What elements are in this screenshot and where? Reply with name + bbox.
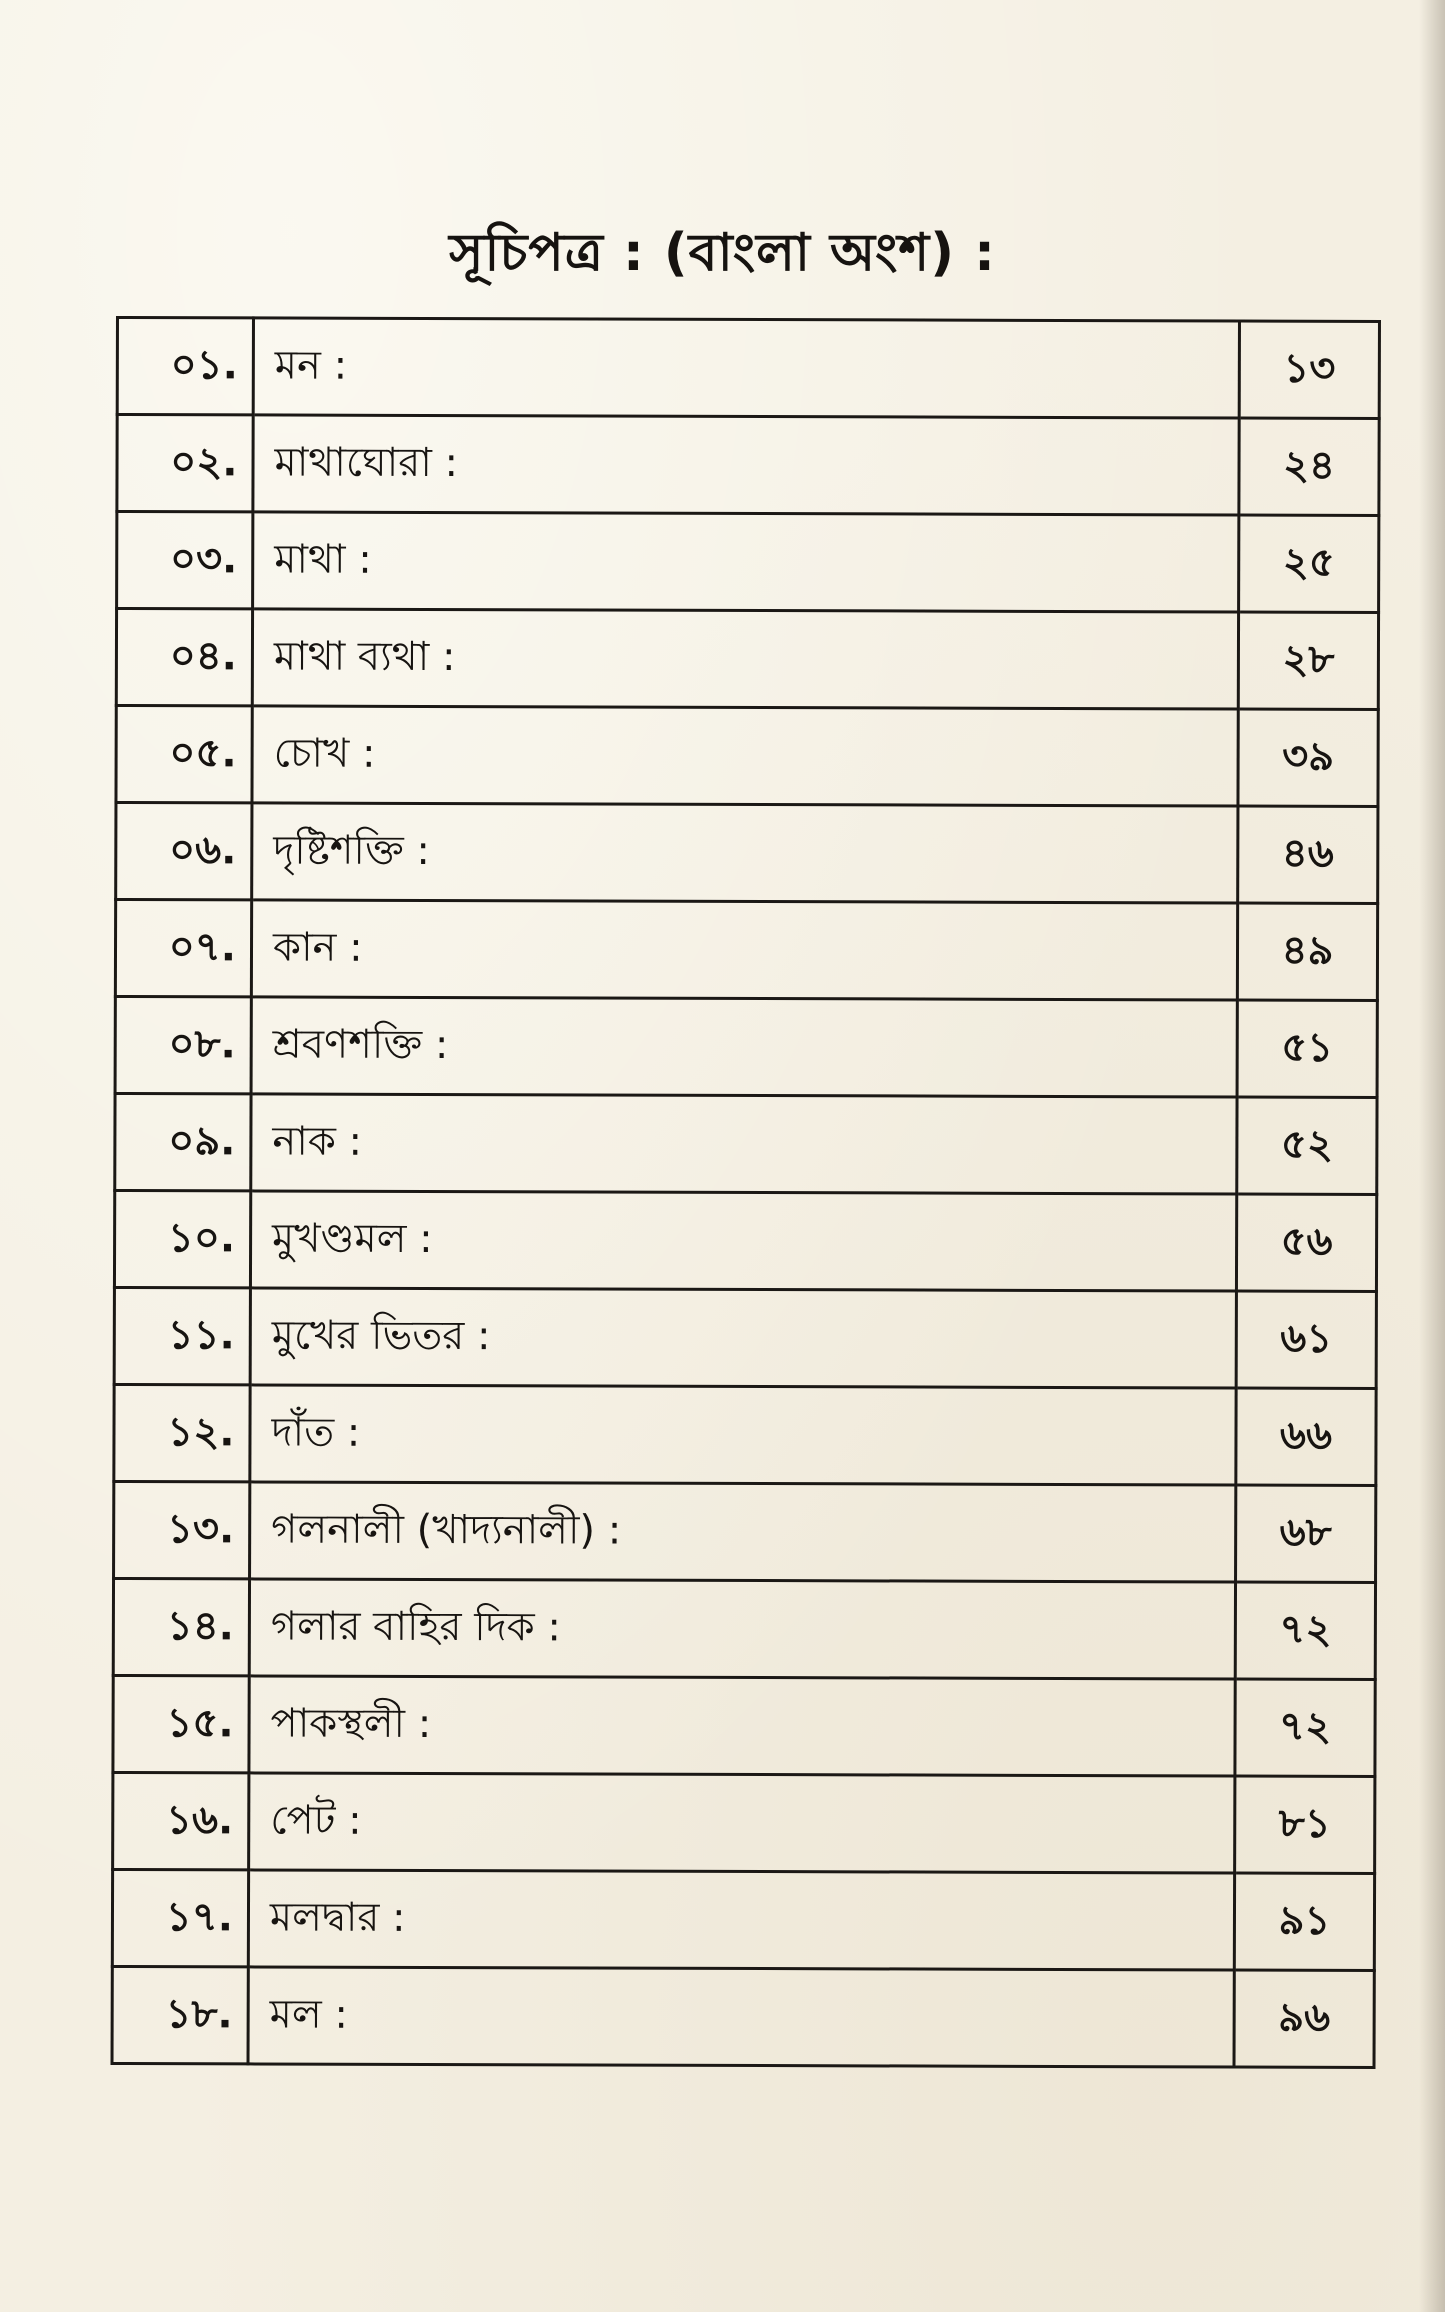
entry-number: ০৯.	[115, 1094, 251, 1191]
entry-page-number: ৬১	[1236, 1291, 1376, 1388]
entry-page-number: ২৮	[1238, 612, 1378, 709]
table-row	[112, 1966, 1374, 2067]
entry-topic: পাকস্থলী :	[249, 1676, 1235, 1776]
entry-topic: গলনালী (খাদ্যনালী) :	[250, 1482, 1236, 1582]
entry-number: ১৫.	[113, 1675, 249, 1772]
table-row	[114, 1191, 1376, 1292]
entry-number: ১৭.	[112, 1869, 248, 1966]
entry-page-number: ৯৬	[1234, 1970, 1374, 2067]
table-of-contents	[111, 316, 1381, 2069]
table-row	[114, 1481, 1376, 1582]
entry-topic: মুখণ্ডমল :	[250, 1191, 1236, 1291]
entry-number: ১৬.	[113, 1772, 249, 1869]
entry-topic: দাঁত :	[250, 1385, 1236, 1485]
entry-page-number: ৬৮	[1236, 1485, 1376, 1582]
table-row	[116, 706, 1378, 807]
table-row	[113, 1578, 1375, 1679]
entry-number: ০৪.	[116, 609, 252, 706]
table-row	[117, 415, 1379, 516]
entry-number: ১০.	[114, 1191, 250, 1288]
table-row	[115, 900, 1377, 1001]
entry-topic: মল :	[248, 1967, 1234, 2067]
entry-page-number: ৭২	[1235, 1679, 1375, 1776]
page-edge-shadow	[1419, 0, 1445, 2312]
table-row	[114, 1287, 1376, 1388]
entry-page-number: ২৫	[1239, 515, 1379, 612]
entry-page-number: ৫২	[1237, 1097, 1377, 1194]
entry-topic: মাথা :	[253, 512, 1239, 612]
entry-topic: মুখের ভিতর :	[250, 1288, 1236, 1388]
table-row	[113, 1772, 1375, 1873]
entry-page-number: ১৩	[1239, 321, 1379, 418]
table-row	[116, 803, 1378, 904]
table-row	[114, 1384, 1376, 1485]
table-row	[117, 512, 1379, 613]
toc-body	[112, 318, 1379, 2068]
entry-page-number: ৭২	[1235, 1582, 1375, 1679]
entry-topic: দৃষ্টিশক্তি :	[252, 803, 1238, 903]
entry-page-number: ৬৬	[1236, 1388, 1376, 1485]
table-row	[112, 1869, 1374, 1970]
entry-number: ০১.	[117, 318, 253, 415]
entry-number: ০২.	[117, 415, 253, 512]
entry-number: ১৮.	[112, 1966, 248, 2063]
table-row	[115, 997, 1377, 1098]
table-row	[115, 1094, 1377, 1195]
table-row	[113, 1675, 1375, 1776]
entry-page-number: ৪৬	[1238, 806, 1378, 903]
table-row	[117, 318, 1379, 419]
entry-number: ১২.	[114, 1384, 250, 1481]
entry-page-number: ৯১	[1234, 1873, 1374, 1970]
entry-topic: মাথা ব্যথা :	[252, 609, 1238, 709]
entry-page-number: ৫৬	[1236, 1194, 1376, 1291]
entry-page-number: ৩৯	[1238, 709, 1378, 806]
entry-page-number: ২৪	[1239, 418, 1379, 515]
entry-topic: চোখ :	[252, 706, 1238, 806]
entry-page-number: ৫১	[1237, 1000, 1377, 1097]
entry-number: ০৫.	[116, 706, 252, 803]
entry-page-number: ৮১	[1235, 1776, 1375, 1873]
entry-topic: গলার বাহির দিক :	[249, 1579, 1235, 1679]
entry-number: ০৩.	[117, 512, 253, 609]
entry-number: ০৮.	[115, 997, 251, 1094]
entry-number: ০৬.	[116, 803, 252, 900]
entry-topic: মন :	[253, 318, 1239, 418]
entry-topic: মলদ্বার :	[248, 1870, 1234, 1970]
entry-topic: মাথাঘোরা :	[253, 415, 1239, 515]
entry-topic: কান :	[251, 900, 1237, 1000]
entry-number: ০৭.	[115, 900, 251, 997]
entry-number: ১৪.	[113, 1578, 249, 1675]
entry-number: ১৩.	[114, 1481, 250, 1578]
table-row	[116, 609, 1378, 710]
entry-topic: নাক :	[251, 1094, 1237, 1194]
entry-topic: শ্রবণশক্তি :	[251, 997, 1237, 1097]
entry-page-number: ৪৯	[1237, 903, 1377, 1000]
entry-number: ১১.	[114, 1287, 250, 1384]
page-title: সূচিপত্র : (বাংলা অংশ) :	[449, 223, 996, 283]
entry-topic: পেট :	[249, 1773, 1235, 1873]
